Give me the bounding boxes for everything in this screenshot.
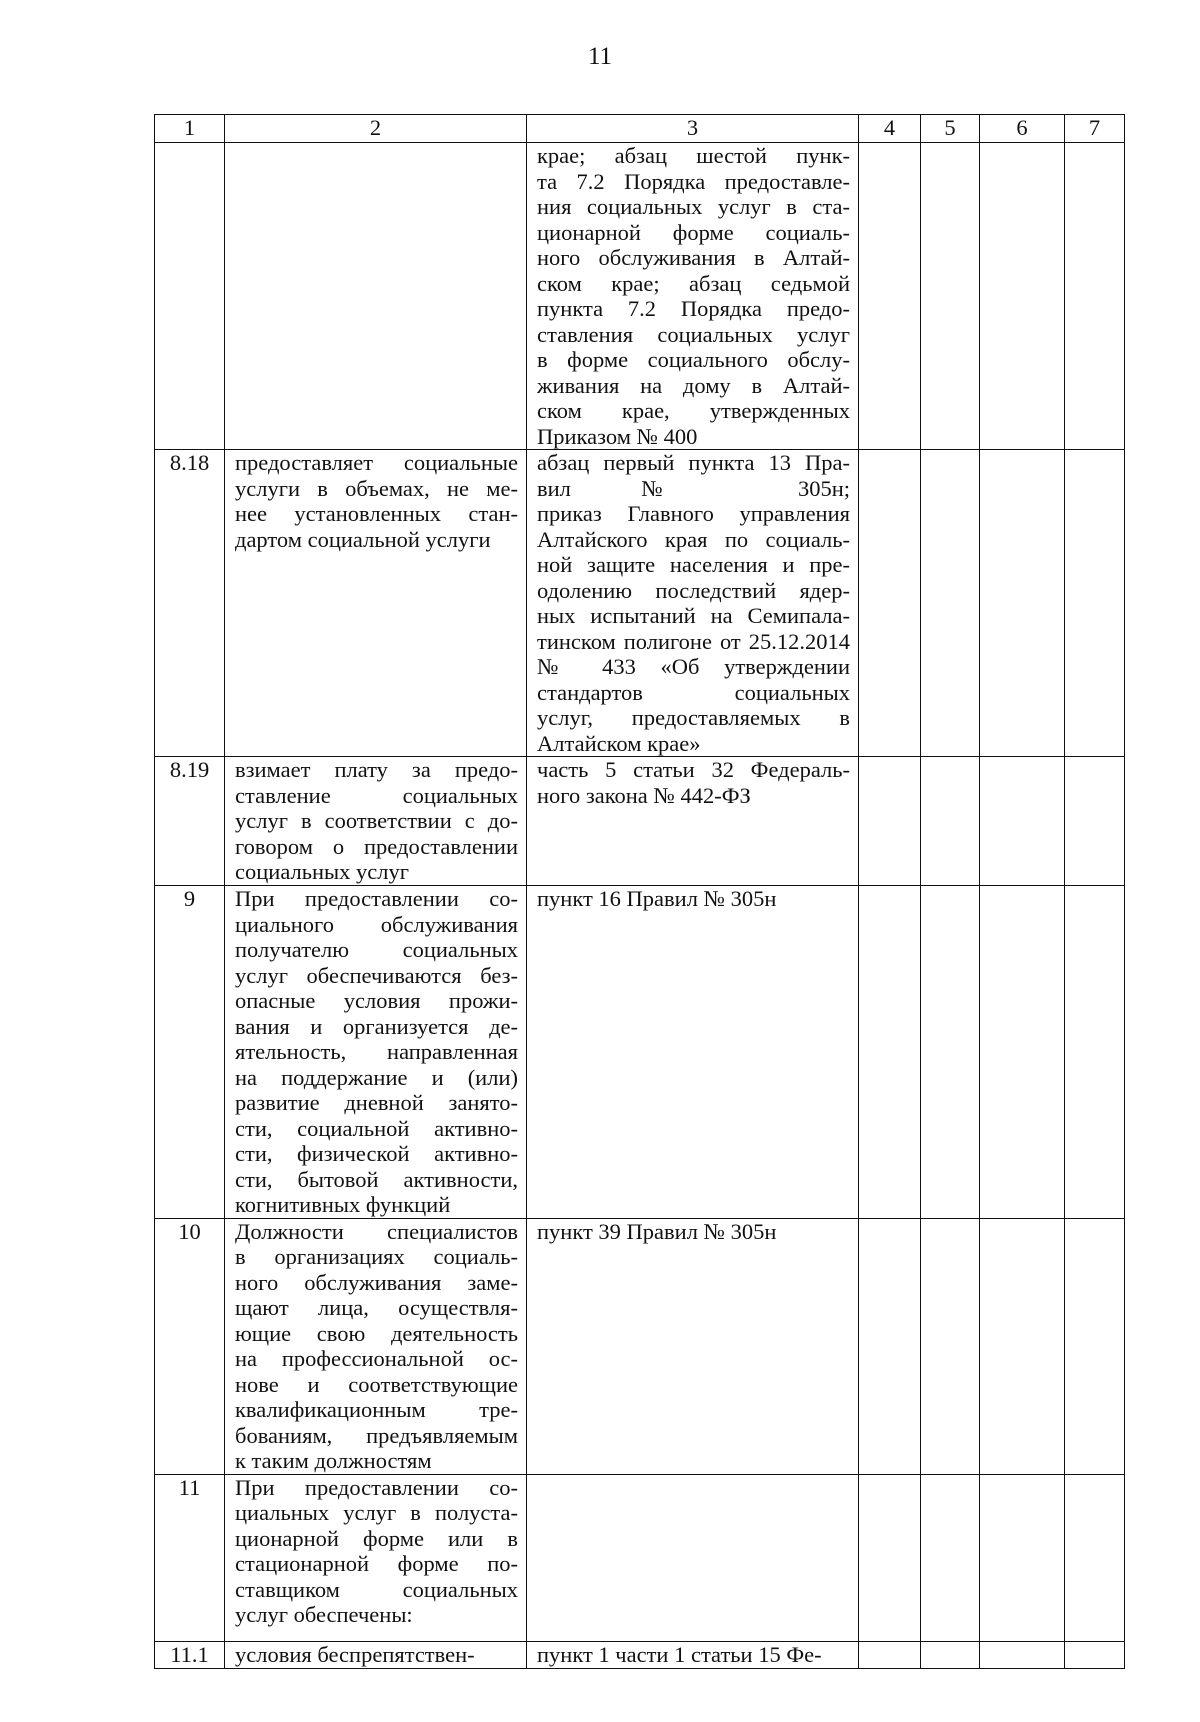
cell-text-line: циальных услуг в полуста- [235,1500,518,1525]
empty-cell [921,1641,980,1668]
empty-cell [859,1474,921,1641]
empty-cell [1065,757,1125,886]
cell-text-line: пункт 1 части 1 статьи 15 Фе- [537,1641,822,1667]
cell-text-line: нове и соответствующие [235,1371,518,1397]
cell-text-line: та 7.2 Порядка предоставле- [537,168,850,194]
cell-text-line: Алтайского края по социаль- [537,526,850,552]
cell-text-line: ском крае, утвержденных [537,398,850,423]
header-cell-4: 4 [859,115,921,143]
cell-text-line: ятельность, направленная [235,1039,518,1064]
cell-text-line: говором о предоставлении [235,833,518,859]
cell-text-line: на поддержание и (или) [235,1064,518,1090]
cell-text-line: При предоставлении со- [235,886,518,911]
legal-basis-cell [527,143,859,450]
cell-text-line: квалификационным тре- [235,1397,518,1422]
empty-cell [1065,886,1125,1219]
legal-basis-cell [527,1641,859,1668]
cell-text-line: дартом социальной услуги [235,526,491,552]
cell-text-line: ного закона № 442-ФЗ [537,782,751,808]
requirements-table [154,114,1125,1669]
legal-basis-cell [527,450,859,757]
requirement-cell [225,1474,527,1641]
cell-text-line: сти, социальной активно- [235,1115,518,1141]
empty-cell [859,450,921,757]
table-row [155,886,1125,1219]
cell-text-line: в форме социального обслу- [537,347,850,372]
cell-text-line: щают лица, осуществля- [235,1295,518,1320]
empty-cell [980,1218,1065,1474]
cell-text-line: ного обслуживания заме- [235,1269,518,1295]
cell-text-line: живания на дому в Алтай- [537,372,850,398]
requirement-cell [225,1218,527,1474]
cell-text-line: социальных услуг [235,859,409,884]
cell-text-line: предоставляет социальные [235,450,518,475]
empty-cell [859,757,921,886]
cell-text-line: услуги в объемах, не ме- [235,475,518,501]
cell-text-line: ной защите населения и пре- [537,552,850,577]
empty-cell [859,1218,921,1474]
empty-cell [859,143,921,450]
header-cell-7: 7 [1065,115,1125,143]
empty-cell [980,450,1065,757]
cell-text-line: ного обслуживания в Алтай- [537,245,850,270]
cell-text-line: Приказом № 400 [537,423,698,449]
table-row [155,450,1125,757]
cell-text-line: приказ Главного управления [537,501,850,526]
header-cell-3: 3 [527,115,859,143]
cell-text-line: услуг обеспечены: [235,1602,413,1627]
header-cell-2: 2 [225,115,527,143]
cell-text-line: При предоставлении со- [235,1474,518,1500]
cell-text-line: взимает плату за предо- [235,757,518,782]
empty-cell [980,1474,1065,1641]
header-cell-1: 1 [155,115,225,143]
cell-text-line: в организациях социаль- [235,1244,518,1269]
cell-text-line: услуг обеспечиваются без- [235,962,518,988]
empty-cell [921,886,980,1219]
requirement-cell [225,886,527,1219]
cell-text-line: абзац первый пункта 13 Пра- [537,450,850,475]
cell-text-line: тинском полигоне от 25.12.2014 [537,628,850,654]
cell-text-line: ционарной форме или в [235,1525,518,1551]
empty-cell [921,143,980,450]
cell-text-line: вания и организуется де- [235,1013,518,1039]
cell-text-line: бованиям, предъявляемым [235,1422,518,1448]
table-row [155,143,1125,450]
empty-cell [980,1641,1065,1668]
cell-text-line: ставщиком социальных [235,1576,518,1602]
empty-cell [980,143,1065,450]
empty-cell [1065,1218,1125,1474]
requirement-cell [225,757,527,886]
cell-text-line: ставления социальных услуг [537,321,850,347]
legal-basis-cell [527,1474,859,1641]
row-number-cell: 11.1 [155,1641,225,1668]
requirement-cell [225,450,527,757]
table-row [155,757,1125,886]
table-header-row [155,115,1125,143]
cell-text-line: на профессиональной ос- [235,1346,518,1371]
empty-cell [1065,1641,1125,1668]
empty-cell [921,1474,980,1641]
cell-text-line: одолению последствий ядер- [537,577,850,603]
page-number: 11 [587,43,613,70]
empty-cell [921,450,980,757]
legal-basis-cell [527,1218,859,1474]
cell-text-line: № 433 «Об утверждении [537,654,850,679]
row-number-cell: 11 [155,1474,225,1641]
table-row [155,1474,1125,1641]
cell-text-line: развитие дневной занято- [235,1090,518,1115]
cell-text-line: услуг в соответствии с до- [235,808,518,833]
cell-text-line: ных испытаний на Семипала- [537,603,850,628]
cell-text-line: ставление социальных [235,782,518,808]
cell-text-line: стационарной форме по- [235,1551,518,1576]
empty-cell [921,1218,980,1474]
cell-text-line: ском крае; абзац седьмой [537,270,850,296]
cell-text-line: сти, физической активно- [235,1141,518,1166]
legal-basis-cell [527,757,859,886]
empty-cell [980,757,1065,886]
cell-text-line: опасные условия прожи- [235,988,518,1013]
cell-text-line: когнитивных функций [235,1192,451,1217]
cell-text-line: нее установленных стан- [235,501,518,526]
empty-cell [1065,1474,1125,1641]
row-number-cell [155,143,225,450]
cell-text-line: часть 5 статьи 32 Федераль- [537,757,850,782]
cell-text-line: ющие свою деятельность [235,1320,518,1346]
cell-text-line: к таким должностям [235,1448,432,1473]
cell-text-line: получателю социальных [235,937,518,962]
empty-cell [1065,450,1125,757]
table-row [155,1218,1125,1474]
empty-cell [1065,143,1125,450]
requirement-cell [225,143,527,450]
cell-text-line: Алтайском крае» [537,730,701,756]
cell-text-line: циального обслуживания [235,911,518,937]
cell-text-line: услуг, предоставляемых в [537,705,850,730]
table-row [155,1641,1125,1668]
requirement-cell [225,1641,527,1668]
legal-basis-cell [527,886,859,1219]
cell-text-line: условия беспрепятствен- [235,1641,475,1667]
empty-cell [859,886,921,1219]
cell-text-line: пункта 7.2 Порядка предо- [537,296,850,321]
header-cell-6: 6 [980,115,1065,143]
row-number-cell: 9 [155,886,225,1219]
row-number-cell: 8.19 [155,757,225,886]
cell-text-line: крае; абзац шестой пунк- [537,143,850,168]
row-number-cell: 10 [155,1218,225,1474]
cell-text-line: пункт 39 Правил № 305н [537,1218,777,1244]
cell-text-line: стандартов социальных [537,679,850,705]
cell-text-line: Должности специалистов [235,1218,518,1244]
cell-text-line: ционарной форме социаль- [537,219,850,245]
cell-text-line: вил № 305н; [537,475,850,501]
row-number-cell: 8.18 [155,450,225,757]
empty-cell [980,886,1065,1219]
cell-text-line: сти, бытовой активности, [235,1166,518,1192]
cell-text-line: пункт 16 Правил № 305н [537,886,777,911]
empty-cell [921,757,980,886]
empty-cell [859,1641,921,1668]
cell-text-line: ния социальных услуг в ста- [537,194,850,219]
header-cell-5: 5 [921,115,980,143]
